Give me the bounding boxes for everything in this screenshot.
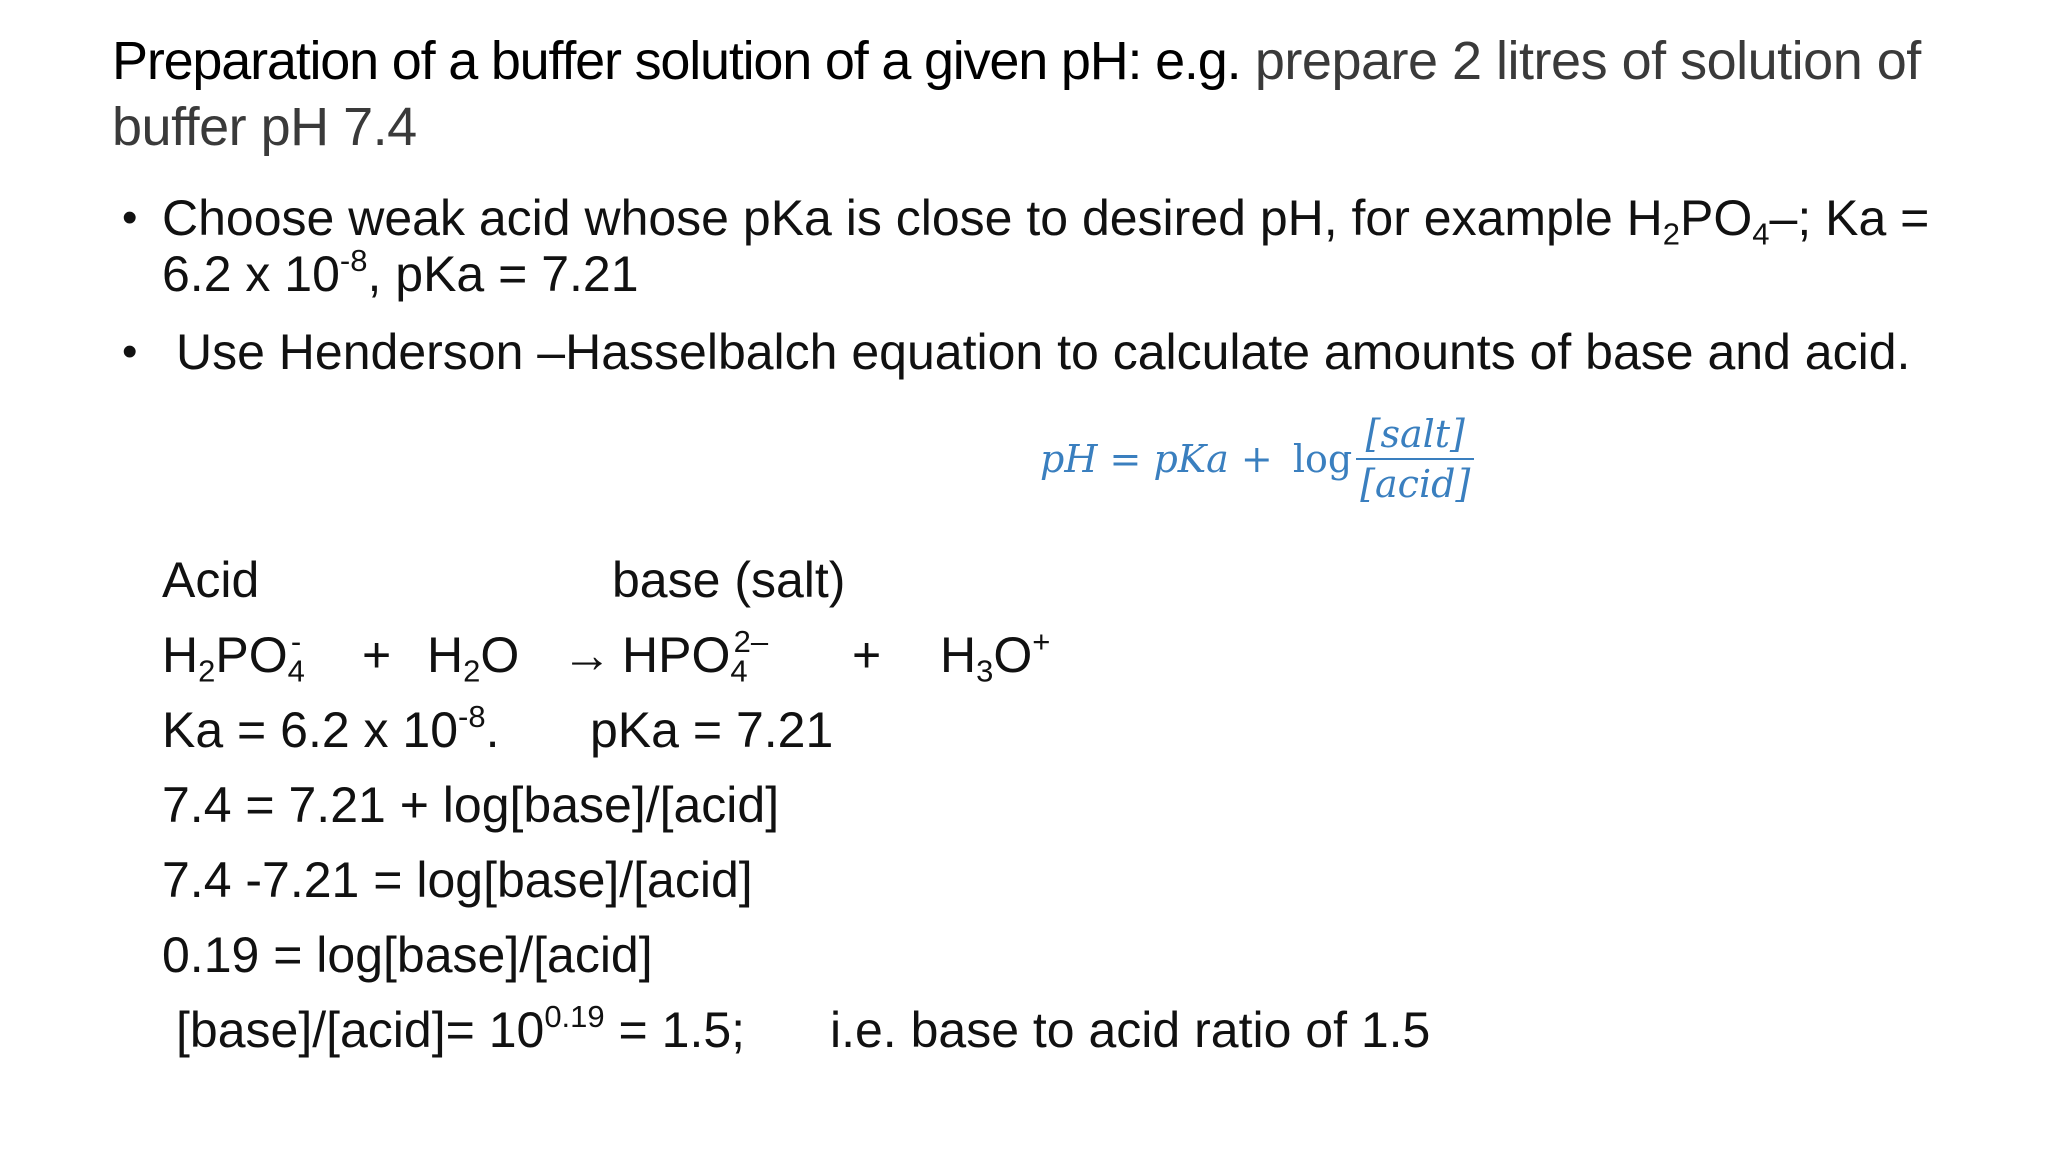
equation-fraction	[1356, 412, 1474, 506]
bullet-item: • Choose weak acid whose pKa is close to desired pH, for example $H_2PO_4-$; Ka = 6.2 x $10^{-8}$, pKa = 7.21	[122, 190, 1930, 302]
reaction-arrow: →	[562, 627, 612, 683]
product-hydronium: $H_3O^+$	[940, 623, 1051, 689]
ratio-conclusion: i.e. base to acid ratio of 1.5	[830, 1002, 1431, 1058]
bullet-dot: •	[122, 327, 138, 376]
calc-step: 7.4 -7.21 = log[base]/[acid]	[162, 852, 753, 908]
ka-value: Ka = 6.2 x $10^{-8}$.	[162, 698, 500, 758]
bullet-item	[122, 324, 1972, 380]
equation-log: log	[1292, 437, 1353, 481]
slide-title	[112, 28, 1972, 160]
henderson-hasselbalch-equation	[1040, 412, 1474, 506]
reactant-water: $H_2O$	[427, 627, 520, 689]
equation-numerator: [salt]	[1365, 412, 1465, 456]
product-base: $HPO_4^{2-}$	[622, 623, 769, 689]
final-ratio-line	[162, 998, 1862, 1077]
bullet-dot: •	[122, 193, 138, 242]
calc-step: 7.4 = 7.21 + log[base]/[acid]	[162, 777, 780, 833]
title-bold: Preparation of a buffer solution of a given pH: e.g.	[112, 31, 1241, 91]
bullet-list	[122, 190, 1972, 402]
reactant-acid: $H_2PO_4^-$	[162, 623, 305, 689]
title-rest: prepare 2 litres of solution of buffer pH 7.4	[112, 31, 1921, 157]
bullet-text: Use Henderson –Hasselbalch equation to calculate amounts of base and acid.	[176, 324, 1911, 380]
plus-sign: +	[852, 627, 882, 683]
plus-sign: +	[362, 627, 392, 683]
calc-step: 0.19 = log[base]/[acid]	[162, 927, 653, 983]
pka-value: pKa = 7.21	[590, 702, 834, 758]
acid-base-labels	[162, 552, 1862, 627]
base-label: base (salt)	[612, 552, 846, 608]
equation-lhs: pH = pKa +	[1040, 437, 1285, 481]
equation-denominator: [acid]	[1360, 462, 1471, 506]
ratio-calc: [base]/[acid]= $10^{0.19} = 1.5$;	[176, 998, 746, 1058]
acid-label: Acid	[162, 552, 260, 608]
ka-pka-line	[162, 698, 1862, 777]
reaction-equation	[162, 623, 1862, 702]
worked-example	[162, 552, 1862, 1077]
